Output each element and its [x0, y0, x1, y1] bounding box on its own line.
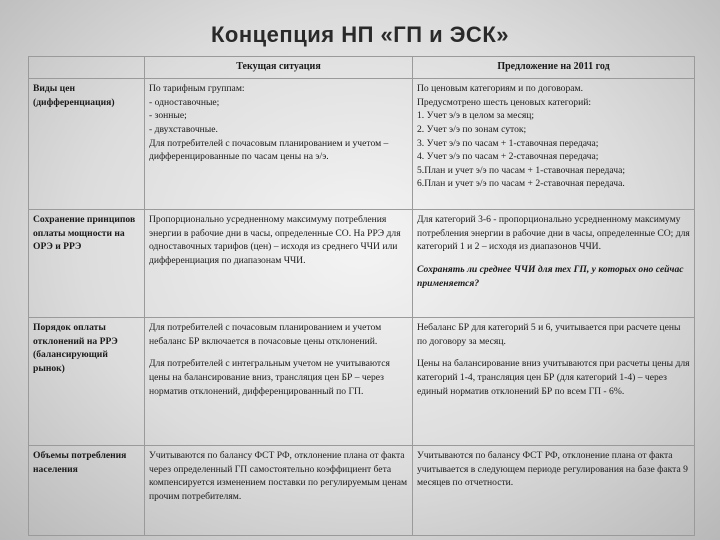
row-label-capacity-payment: Сохранение принципов оплаты мощности на ОРЭ и РРЭ — [29, 210, 145, 318]
text-line: 4. Учет э/э по часам + 2-ставочная передача; — [417, 151, 599, 163]
cell-current — [145, 79, 413, 210]
table-row — [29, 446, 695, 536]
table-row — [29, 79, 695, 210]
text-line: - одноставочные; — [149, 96, 220, 108]
comparison-table — [28, 56, 695, 536]
header-proposal: Предложение на 2011 год — [413, 57, 695, 79]
table-row — [29, 318, 695, 446]
text-line: По ценовым категориям и по договорам. — [417, 83, 583, 95]
text-line: 3. Учет э/э по часам + 1-ставочная передача; — [417, 137, 599, 149]
text-line: Учитываются по балансу ФСТ РФ, отклонение плана от факта учитывается в следующем периоде регулирования на базе факта 9 месяцев по отчетности. — [417, 450, 688, 489]
table-header-row — [29, 57, 695, 79]
header-empty — [29, 57, 145, 79]
text-line: По тарифным группам: — [149, 83, 245, 95]
cell-current — [145, 318, 413, 446]
text-line: - двухставочные. — [149, 124, 218, 136]
question-note: Сохранять ли среднее ЧЧИ для тех ГП, у которых оно сейчас применяется? — [417, 264, 684, 289]
cell-current — [145, 210, 413, 318]
cell-proposal — [413, 210, 695, 318]
header-current: Текущая ситуация — [145, 57, 413, 79]
cell-proposal — [413, 446, 695, 536]
cell-proposal — [413, 79, 695, 210]
slide-title: Концепция НП «ГП и ЭСК» — [211, 22, 509, 47]
text-line: Для потребителей с интегральным учетом не учитываются цены на балансирование вниз, трансляция цен БР – через норматив отклонений, дифференцированный по ГП. — [149, 358, 390, 397]
text-line: 1. Учет э/э в целом за месяц; — [417, 110, 535, 122]
table-row — [29, 210, 695, 318]
text-line: 5.План и учет э/э по часам + 1-ставочная передача; — [417, 164, 626, 176]
text-line: 6.План и учет э/э по часам + 2-ставочная передача. — [417, 178, 625, 190]
row-label-price-types: Виды цен (дифференциация) — [29, 79, 145, 210]
text-line: - зонные; — [149, 110, 187, 122]
row-label-deviation-payment: Порядок оплаты отклонений на РРЭ (балансирующий рынок) — [29, 318, 145, 446]
text-line: Для потребителей с почасовым планированием и учетом небаланс БР включается в почасовые цены отклонений. — [149, 322, 382, 347]
text-line: Цены на балансирование вниз учитываются при расчеты цены для категорий 1-4, трансляция цен БР (для категорий 1-4) – через единый норматив отклонений БР по всем ГП - 6%. — [417, 358, 690, 397]
cell-proposal — [413, 318, 695, 446]
text-line: Небаланс БР для категорий 5 и 6, учитывается при расчете цены по договору за месяц. — [417, 322, 681, 347]
text-line: Для категорий 3-6 - пропорционально усредненному максимуму потребления энергии в рабочие дни в часы, определенные СО; для категорий 1 и 2 – исходя из диапазонов ЧЧИ. — [417, 214, 690, 253]
text-line: Для потребителей с почасовым планированием и учетом – дифференцированные по часам цены на э/э. — [149, 137, 389, 163]
text-line: Предусмотрено шесть ценовых категорий: — [417, 96, 592, 108]
text-line: Учитываются по балансу ФСТ РФ, отклонение плана от факта через определенный ГП самостоятельно коэффициент бета компенсируется изменением поставки по регулируемым ценам прочим потребителям. — [149, 450, 408, 503]
row-label-population-volumes: Объемы потребления населения — [29, 446, 145, 536]
text-line: 2. Учет э/э по зонам суток; — [417, 124, 527, 136]
cell-current — [145, 446, 413, 536]
text-line: Пропорционально усредненному максимуму потребления энергии в рабочие дни в часы, определенные СО. На РРЭ для одноставочных тарифов (цен) – исходя из среднего ЧЧИ или дифференциация по диапазонам ЧЧИ. — [149, 214, 401, 267]
